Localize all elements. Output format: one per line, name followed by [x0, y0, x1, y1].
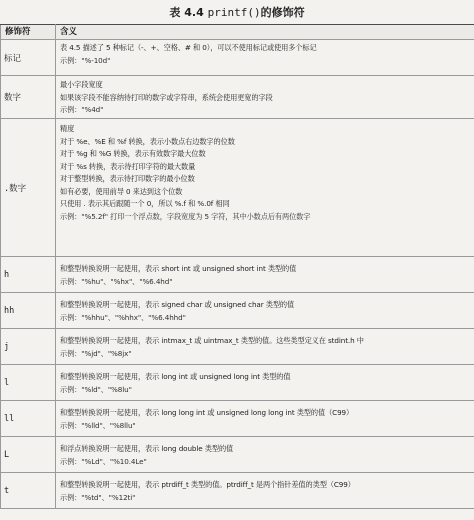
table-row [1, 257, 474, 293]
modifier-meaning [56, 365, 474, 401]
example-line: 示例："%ld"、"%8lu" [60, 384, 132, 394]
example-line: 示例："%td"、"%12ti" [60, 492, 136, 502]
caption-number: 表 4.4 [169, 6, 204, 19]
example-line: 示例："%hu"、"%hx"、"%6.4hd" [60, 276, 173, 286]
description-line: 和整型转换说明一起使用，表示 short int 或 unsigned short int 类型的值 [60, 264, 297, 273]
description-line: 对于 %e、%E 和 %f 转换，表示小数点右边数字的位数 [60, 136, 235, 146]
modifier-meaning [56, 473, 474, 509]
description-line: 精度 [60, 124, 75, 133]
table-body [1, 40, 474, 509]
description-line: 和整型转换说明一起使用，表示 ptrdiff_t 类型的值。ptrdiff_t 是两个指针差值的类型（C99） [60, 480, 355, 489]
table-row [1, 437, 474, 473]
description-line: 和整型转换说明一起使用，表示 long int 或 unsigned long int 类型的值 [60, 372, 291, 381]
header-row [1, 25, 474, 40]
description-line: 和整型转换说明一起使用，表示 long long int 或 unsigned long long int 类型的值（C99） [60, 408, 354, 417]
modifier-name: 数字 [1, 76, 56, 119]
table-row [1, 293, 474, 329]
modifier-meaning [56, 329, 474, 365]
description-line: 对于整型转换，表示待打印数字的最小位数 [60, 174, 195, 183]
table-row [1, 40, 474, 76]
example-line: 示例："%-10d" [60, 55, 111, 65]
modifier-name: L [1, 437, 56, 473]
modifier-name: l [1, 365, 56, 401]
description-line: 表 4.5 描述了 5 种标记（-、+、空格、# 和 0），可以不使用标记或使用多个标记 [60, 43, 317, 52]
modifier-meaning [56, 40, 474, 76]
description-line: 对于 %g 和 %G 转换，表示有效数字最大位数 [60, 149, 206, 158]
description-line: 和整型转换说明一起使用，表示 signed char 或 unsigned char 类型的值 [60, 300, 295, 309]
example-line: 示例："%4d" [60, 105, 104, 114]
modifier-name: 标记 [1, 40, 56, 76]
example-line: 示例："%jd"、"%8jx" [60, 348, 132, 358]
table-row [1, 329, 474, 365]
modifier-meaning [56, 76, 474, 119]
table-row [1, 473, 474, 509]
description-line: 如有必要，使用前导 0 来达到这个位数 [60, 186, 183, 196]
table-caption [0, 4, 474, 22]
description-line: 如果该字段不能容纳待打印的数字或字符串，系统会使用更宽的字段 [60, 92, 273, 102]
description-line: 和整型转换说明一起使用，表示 intmax_t 或 uintmax_t 类型的值。这些类型定义在 stdint.h 中 [60, 336, 364, 345]
header-modifier: 修饰符 [1, 25, 56, 40]
table-row [1, 401, 474, 437]
description-line: 和浮点转换说明一起使用，表示 long double 类型的值 [60, 444, 234, 453]
modifier-meaning [56, 401, 474, 437]
table-row [1, 365, 474, 401]
modifier-name: .数字 [1, 119, 56, 257]
modifier-name: t [1, 473, 56, 509]
example-line: 示例："%5.2f" 打印一个浮点数，字段宽度为 5 字符，其中小数点后有两位数字 [60, 211, 311, 221]
description-line: 对于 %s 转换，表示待打印字符的最大数量 [60, 161, 196, 171]
modifier-name: j [1, 329, 56, 365]
modifier-meaning [56, 293, 474, 329]
modifier-meaning [56, 437, 474, 473]
modifier-name: ll [1, 401, 56, 437]
description-line: 只使用 . 表示其后跟随一个 0，所以 %.f 和 %.0f 相同 [60, 199, 230, 208]
table-row [1, 119, 474, 257]
table-row [1, 76, 474, 119]
example-line: 示例："%lld"、"%8llu" [60, 420, 136, 430]
modifiers-table [0, 24, 474, 509]
caption-code: printf() [207, 6, 261, 19]
modifier-meaning [56, 257, 474, 293]
header-meaning: 含义 [56, 25, 474, 40]
caption-rest: 的修饰符 [260, 6, 305, 19]
modifier-name: hh [1, 293, 56, 329]
modifier-name: h [1, 257, 56, 293]
example-line: 示例："%hhu"、"%hhx"、"%6.4hhd" [60, 312, 186, 322]
example-line: 示例："%Ld"、"%10.4Le" [60, 456, 147, 466]
description-line: 最小字段宽度 [60, 80, 103, 89]
modifier-meaning [56, 119, 474, 257]
